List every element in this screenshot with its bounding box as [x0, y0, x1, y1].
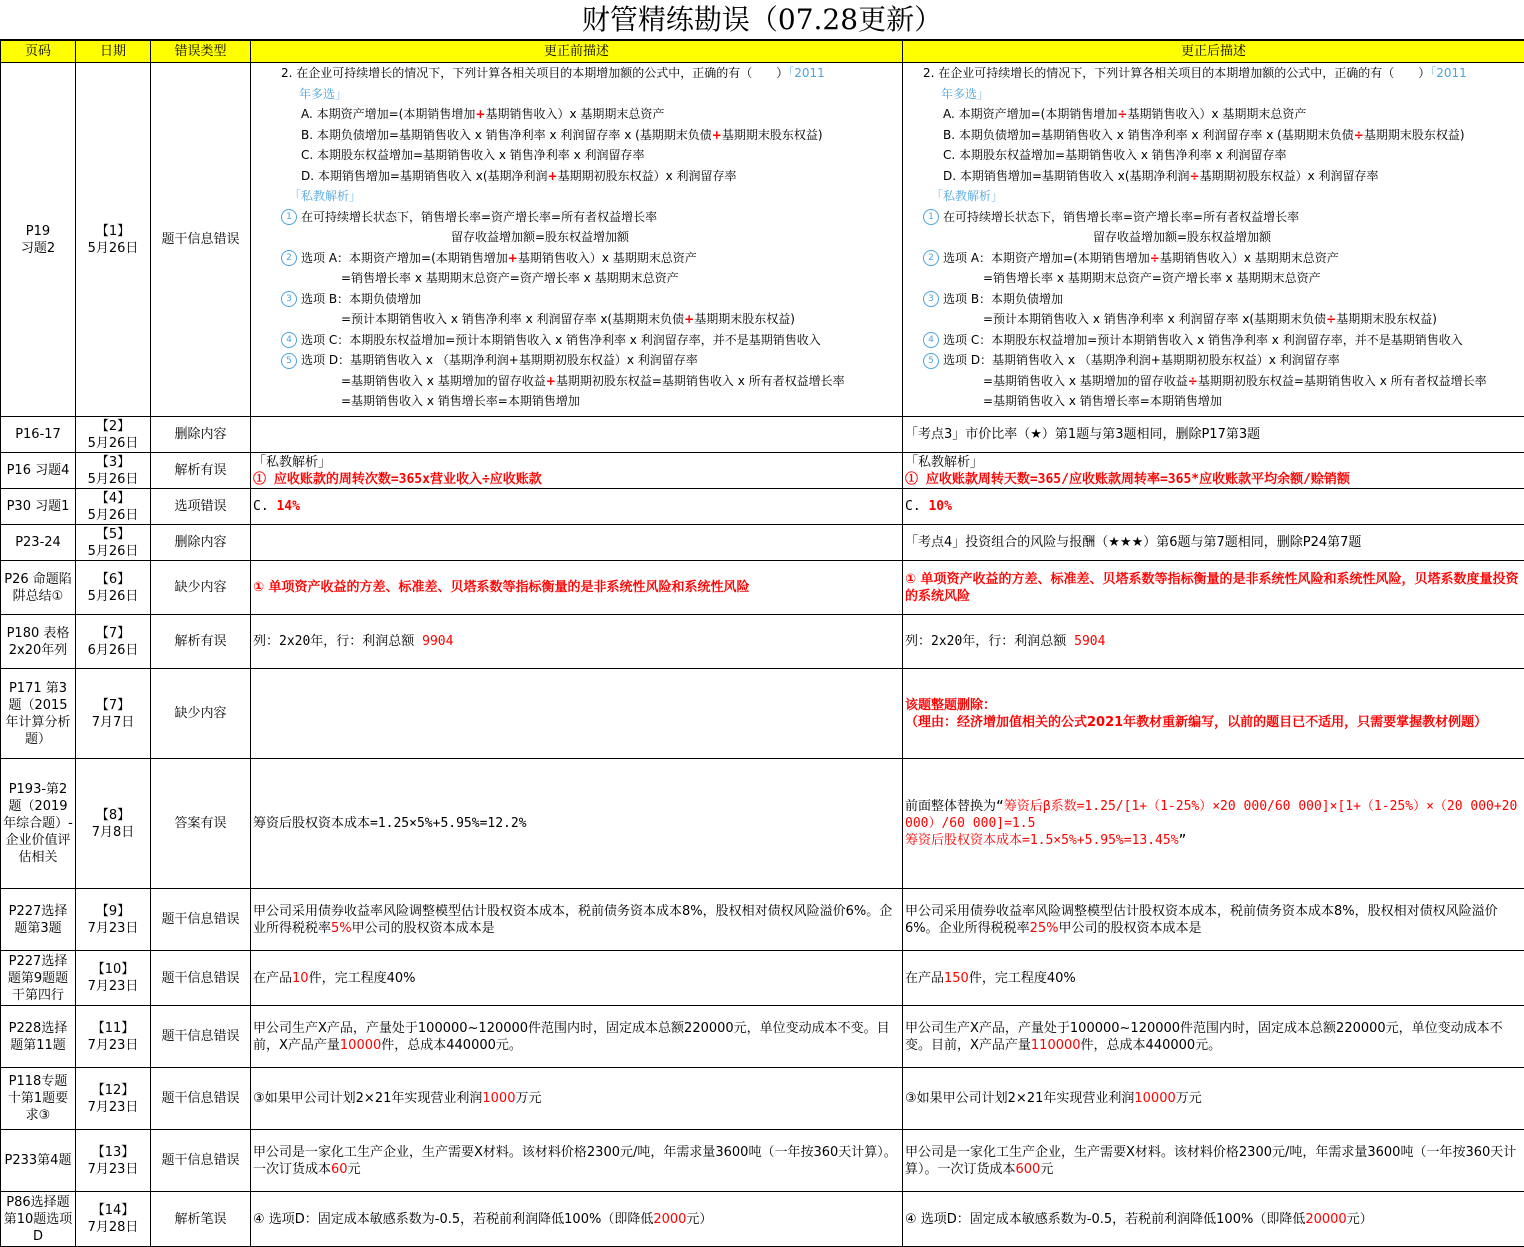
- cell-page: P16 习题4: [1, 453, 76, 489]
- cell-type: 解析有误: [151, 615, 251, 669]
- cell-after: 在产品150件，完工程度40%: [903, 951, 1524, 1006]
- cell-type: 删除内容: [151, 417, 251, 453]
- cell-date: 【6】 5月26日: [76, 561, 151, 615]
- cell-date: 【4】 5月26日: [76, 489, 151, 525]
- table-row: [1, 951, 1524, 1006]
- errata-table: [0, 40, 1524, 1247]
- cell-date: 【2】 5月26日: [76, 417, 151, 453]
- cell-type: 题干信息错误: [151, 1068, 251, 1130]
- cell-before: [251, 525, 903, 561]
- cell-before: [251, 669, 903, 759]
- cell-before: 甲公司生产X产品，产量处于100000~120000件范围内时，固定成本总额220000元，单位变动成本不变。目前，X产品产量10000件，总成本440000元。: [251, 1006, 903, 1068]
- header-page: 页码: [1, 41, 76, 63]
- cell-after: 「私教解析」 ① 应收账款周转天数=365/应收账款周转率=365*应收账款平均余额/赊销额: [903, 453, 1524, 489]
- table-row: [1, 1130, 1524, 1192]
- cell-page: P30 习题1: [1, 489, 76, 525]
- num-2-icon: 2: [281, 250, 297, 266]
- table-row: [1, 1068, 1524, 1130]
- cell-date: 【3】 5月26日: [76, 453, 151, 489]
- cell-type: 答案有误: [151, 759, 251, 889]
- header-after: 更正后描述: [903, 41, 1524, 63]
- cell-type: 题干信息错误: [151, 63, 251, 417]
- cell-page: P26 命题陷阱总结①: [1, 561, 76, 615]
- header-date: 日期: [76, 41, 151, 63]
- cell-date: 【5】 5月26日: [76, 525, 151, 561]
- cell-page: P180 表格2x20年列: [1, 615, 76, 669]
- cell-date: 【7】 6月26日: [76, 615, 151, 669]
- cell-after: 甲公司是一家化工生产企业，生产需要X材料。该材料价格2300元/吨，年需求量3600吨（一年按360天计算）。一次订货成本600元: [903, 1130, 1524, 1192]
- cell-after: 前面整体替换为“筹资后β系数=1.25/[1+（1-25%）×20 000/60 000]×[1+（1-25%）×（20 000+20 000）/60 000]=1.5 筹资后股权资本成本=1.5×5%+5.95%=13.45%”: [903, 759, 1524, 889]
- cell-after: ③如果甲公司计划2×21年实现营业利润10000万元: [903, 1068, 1524, 1130]
- cell-type: 题干信息错误: [151, 1130, 251, 1192]
- cell-date: 【7】 7月7日: [76, 669, 151, 759]
- cell-before: 2. 在企业可持续增长的情况下，下列计算各相关项目的本期增加额的公式中，正确的有（ ）「2011 年多选」 A. 本期资产增加=(本期销售增加+基期销售收入）x 基期期末总资产 B. 本期负债增加=基期销售收入 x 销售净利率 x 利润留存率 x (基期期末负债+基期期末股东权益) C. 本期股东权益增加=基期销售收入 x 销售净利率 x 利润留存率 D. 本期销售增加=基期销售收入 x(基期净利润+基期期初股东权益）x 利润留存率 「私教解析」 1 在可持续增长状态下，销售增长率=资产增长率=所有者权益增长率 留存收益增加额=股东权益增加额 2 选项 A：本期资产增加=(本期销售增加+基期销售收入）x 基期期末总资产 =销售增长率 x 基期期末总资产=资产增长率 x 基期期末总资产 3 选项 B：本期负债增加 =预计本期销售收入 x 销售净利率 x 利润留存率 x(基期期末负债+基期期末股东权益) 4 选项 C：本期股东权益增加=预计本期销售收入 x 销售净利率 x 利润留存率，并不是基期销售收入 5 选项 D：基期销售收入 x （基期净利润+基期期初股东权益）x 利润留存率 =基期销售收入 x 基期增加的留存收益+基期期初股东权益=基期销售收入 x 所有者权益增长率 =基期销售收入 x 销售增长率=本期销售增加: [251, 63, 903, 417]
- table-row: [1, 417, 1524, 453]
- cell-before: C. 14%: [251, 489, 903, 525]
- cell-after: 该题整题删除： （理由：经济增加值相关的公式2021年教材重新编写，以前的题目已不适用，只需要掌握教材例题）: [903, 669, 1524, 759]
- cell-page: P233第4题: [1, 1130, 76, 1192]
- num-2-icon: 2: [923, 250, 939, 266]
- cell-date: 【12】 7月23日: [76, 1068, 151, 1130]
- cell-before: [251, 417, 903, 453]
- cell-after: 2. 在企业可持续增长的情况下，下列计算各相关项目的本期增加额的公式中，正确的有（ ）「2011 年多选」 A. 本期资产增加=(本期销售增加÷基期销售收入）x 基期期末总资产 B. 本期负债增加=基期销售收入 x 销售净利率 x 利润留存率 x (基期期末负债÷基期期末股东权益) C. 本期股东权益增加=基期销售收入 x 销售净利率 x 利润留存率 D. 本期销售增加=基期销售收入 x(基期净利润÷基期期初股东权益）x 利润留存率 「私教解析」 1 在可持续增长状态下，销售增长率=资产增长率=所有者权益增长率 留存收益增加额=股东权益增加额 2 选项 A：本期资产增加=(本期销售增加÷基期销售收入）x 基期期末总资产 =销售增长率 x 基期期末总资产=资产增长率 x 基期期末总资产 3 选项 B：本期负债增加 =预计本期销售收入 x 销售净利率 x 利润留存率 x(基期期末负债÷基期期末股东权益) 4 选项 C：本期股东权益增加=预计本期销售收入 x 销售净利率 x 利润留存率，并不是基期销售收入 5 选项 D：基期销售收入 x （基期净利润+基期期初股东权益）x 利润留存率 =基期销售收入 x 基期增加的留存收益÷基期期初股东权益=基期销售收入 x 所有者权益增长率 =基期销售收入 x 销售增长率=本期销售增加: [903, 63, 1524, 417]
- cell-after: C. 10%: [903, 489, 1524, 525]
- cell-after: 甲公司生产X产品，产量处于100000~120000件范围内时，固定成本总额220000元，单位变动成本不变。目前，X产品产量110000件，总成本440000元。: [903, 1006, 1524, 1068]
- cell-type: 题干信息错误: [151, 889, 251, 951]
- cell-page: P193-第2题（2019年综合题）-企业价值评估相关: [1, 759, 76, 889]
- table-row: [1, 453, 1524, 489]
- num-1-icon: 1: [923, 209, 939, 225]
- cell-page: P86选择题第10题选项D: [1, 1192, 76, 1247]
- cell-page: P16-17: [1, 417, 76, 453]
- cell-before: 甲公司是一家化工生产企业，生产需要X材料。该材料价格2300元/吨，年需求量3600吨（一年按360天计算）。一次订货成本60元: [251, 1130, 903, 1192]
- cell-before: 在产品10件，完工程度40%: [251, 951, 903, 1006]
- cell-before: ③如果甲公司计划2×21年实现营业利润1000万元: [251, 1068, 903, 1130]
- cell-page: P171 第3题（2015年计算分析题）: [1, 669, 76, 759]
- table-row: [1, 1192, 1524, 1247]
- num-3-icon: 3: [923, 291, 939, 307]
- cell-before: ④ 选项D：固定成本敏感系数为-0.5，若税前利润降低100%（即降低2000元）: [251, 1192, 903, 1247]
- cell-date: 【9】 7月23日: [76, 889, 151, 951]
- cell-after: 甲公司采用债券收益率风险调整模型估计股权资本成本，税前债务资本成本8%，股权相对债权风险溢价6%。企业所得税税率25%甲公司的股权资本成本是: [903, 889, 1524, 951]
- num-4-icon: 4: [281, 332, 297, 348]
- cell-page: P227选择题第3题: [1, 889, 76, 951]
- cell-before: ① 单项资产收益的方差、标准差、贝塔系数等指标衡量的是非系统性风险和系统性风险: [251, 561, 903, 615]
- table-row: [1, 615, 1524, 669]
- table-row: [1, 1006, 1524, 1068]
- cell-after: ① 单项资产收益的方差、标准差、贝塔系数等指标衡量的是非系统性风险和系统性风险，贝塔系数度量投资的系统风险: [903, 561, 1524, 615]
- cell-type: 解析笔误: [151, 1192, 251, 1247]
- num-4-icon: 4: [923, 332, 939, 348]
- cell-date: 【8】 7月8日: [76, 759, 151, 889]
- cell-type: 解析有误: [151, 453, 251, 489]
- cell-date: 【13】 7月23日: [76, 1130, 151, 1192]
- cell-type: 题干信息错误: [151, 1006, 251, 1068]
- cell-page: P118专题十第1题要求③: [1, 1068, 76, 1130]
- num-3-icon: 3: [281, 291, 297, 307]
- table-row: [1, 63, 1524, 417]
- cell-date: 【14】 7月28日: [76, 1192, 151, 1247]
- cell-date: 【1】 5月26日: [76, 63, 151, 417]
- cell-after: 列：2x20年，行：利润总额 5904: [903, 615, 1524, 669]
- cell-type: 删除内容: [151, 525, 251, 561]
- num-5-icon: 5: [923, 353, 939, 369]
- cell-type: 缺少内容: [151, 561, 251, 615]
- cell-page: P23-24: [1, 525, 76, 561]
- table-row: [1, 561, 1524, 615]
- cell-page: P19 习题2: [1, 63, 76, 417]
- cell-type: 选项错误: [151, 489, 251, 525]
- table-row: [1, 525, 1524, 561]
- table-row: [1, 489, 1524, 525]
- cell-page: P227选择题第9题题干第四行: [1, 951, 76, 1006]
- table-row: [1, 889, 1524, 951]
- cell-date: 【11】 7月23日: [76, 1006, 151, 1068]
- cell-before: 筹资后股权资本成本=1.25×5%+5.95%=12.2%: [251, 759, 903, 889]
- cell-before: 列：2x20年，行：利润总额 9904: [251, 615, 903, 669]
- cell-date: 【10】 7月23日: [76, 951, 151, 1006]
- cell-after: 「考点4」投资组合的风险与报酬（★★★）第6题与第7题相同，删除P24第7题: [903, 525, 1524, 561]
- header-before: 更正前描述: [251, 41, 903, 63]
- header-row: [1, 41, 1524, 63]
- table-row: [1, 759, 1524, 889]
- num-1-icon: 1: [281, 209, 297, 225]
- cell-after: ④ 选项D：固定成本敏感系数为-0.5，若税前利润降低100%（即降低20000元）: [903, 1192, 1524, 1247]
- cell-type: 题干信息错误: [151, 951, 251, 1006]
- table-row: [1, 669, 1524, 759]
- cell-before: 「私教解析」 ① 应收账款的周转次数=365x营业收入÷应收账款: [251, 453, 903, 489]
- cell-after: 「考点3」市价比率（★）第1题与第3题相同，删除P17第3题: [903, 417, 1524, 453]
- page-title: 财管精练勘误（07.28更新）: [0, 0, 1524, 40]
- cell-page: P228选择题第11题: [1, 1006, 76, 1068]
- cell-type: 缺少内容: [151, 669, 251, 759]
- header-type: 错误类型: [151, 41, 251, 63]
- num-5-icon: 5: [281, 353, 297, 369]
- cell-before: 甲公司采用债券收益率风险调整模型估计股权资本成本，税前债务资本成本8%，股权相对债权风险溢价6%。企业所得税税率5%甲公司的股权资本成本是: [251, 889, 903, 951]
